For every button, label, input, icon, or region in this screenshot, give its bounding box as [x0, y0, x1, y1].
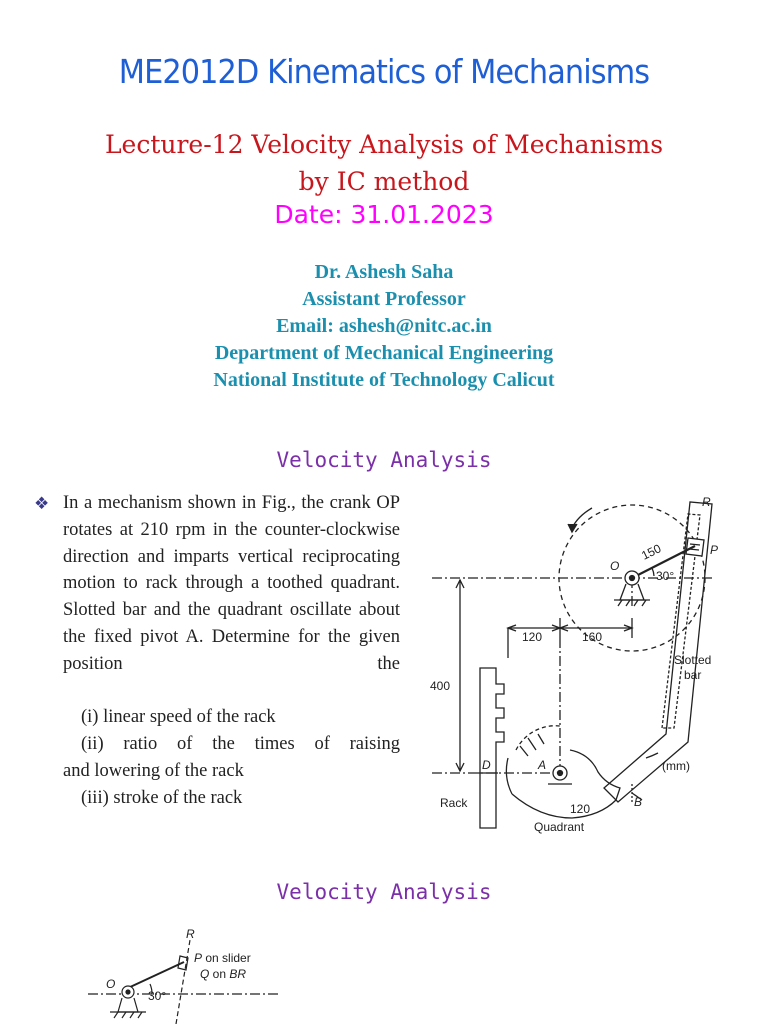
label-dim-120-bottom: 120	[570, 802, 591, 816]
fig2-label-angle: 30°	[148, 989, 167, 1003]
mechanism-figure	[420, 488, 750, 848]
label-R: R	[702, 495, 711, 509]
velocity-figure-partial	[80, 926, 320, 1024]
label-dim-160: 160	[582, 630, 603, 644]
fig2-label-BR: BR	[229, 967, 247, 981]
label-quadrant: Quadrant	[534, 820, 585, 834]
label-units: (mm)	[662, 759, 690, 773]
label-angle: 30°	[656, 569, 675, 583]
label-op-length: 150	[639, 541, 664, 563]
author-position: Assistant Professor	[302, 288, 466, 310]
lecture-date: Date: 31.01.2023	[274, 200, 494, 229]
section-title-velocity-analysis-2: Velocity Analysis	[276, 880, 492, 904]
label-rack: Rack	[440, 796, 468, 810]
question-item-1: (i) linear speed of the rack	[81, 707, 276, 728]
question-list	[63, 704, 400, 811]
lecture-title	[0, 126, 768, 200]
author-institute: National Institute of Technology Calicut	[213, 369, 555, 391]
fig2-label-Q: Q	[200, 967, 210, 981]
fig2-label-P: P	[194, 951, 203, 965]
lecture-title-line2: by IC method	[298, 167, 470, 196]
fig2-label-q-mid: on	[209, 967, 230, 981]
label-dim-120-top: 120	[522, 630, 543, 644]
author-department: Department of Mechanical Engineering	[214, 342, 554, 364]
label-D: D	[482, 758, 491, 772]
label-O: O	[610, 559, 620, 573]
problem-text: In a mechanism shown in Fig., the crank OP rotates at 210 rpm in the counter-clockwise direction and imparts vertical reciprocating motion to rack through a toothed quadrant. Slotted bar and the quadrant oscillate about the fixed pivot A. Determine for the given position the	[63, 493, 400, 674]
problem-statement	[34, 490, 400, 812]
lecture-title-line1: Lecture-12 Velocity Analysis of Mechanisms	[104, 130, 664, 159]
label-P: P	[710, 543, 719, 557]
fig2-label-R: R	[186, 927, 195, 941]
label-A: A	[538, 758, 547, 772]
author-email: Email: ashesh@nitc.ac.in	[276, 315, 492, 337]
fig2-label-O: O	[106, 977, 116, 991]
diamond-bullet-icon: ❖	[34, 494, 50, 513]
section-title-velocity-analysis: Velocity Analysis	[276, 448, 492, 472]
course-title: ME2012D Kinematics of Mechanisms	[118, 52, 650, 91]
label-slotted-1: Slotted	[674, 653, 712, 667]
fig2-label-p-rest: on slider	[202, 951, 251, 965]
question-item-2-cont: and lowering of the rack	[63, 760, 244, 781]
label-dim-400: 400	[430, 679, 451, 693]
fig2-label-p-on-slider	[194, 951, 251, 965]
author-block	[0, 259, 768, 394]
label-B: B	[634, 795, 643, 809]
label-slotted-2: bar	[684, 668, 702, 682]
author-name: Dr. Ashesh Saha	[314, 261, 454, 283]
question-item-3: (iii) stroke of the rack	[81, 787, 243, 808]
question-item-2: (ii) ratio of the times of raising	[81, 734, 400, 755]
fig2-label-q-on-br	[200, 967, 246, 981]
